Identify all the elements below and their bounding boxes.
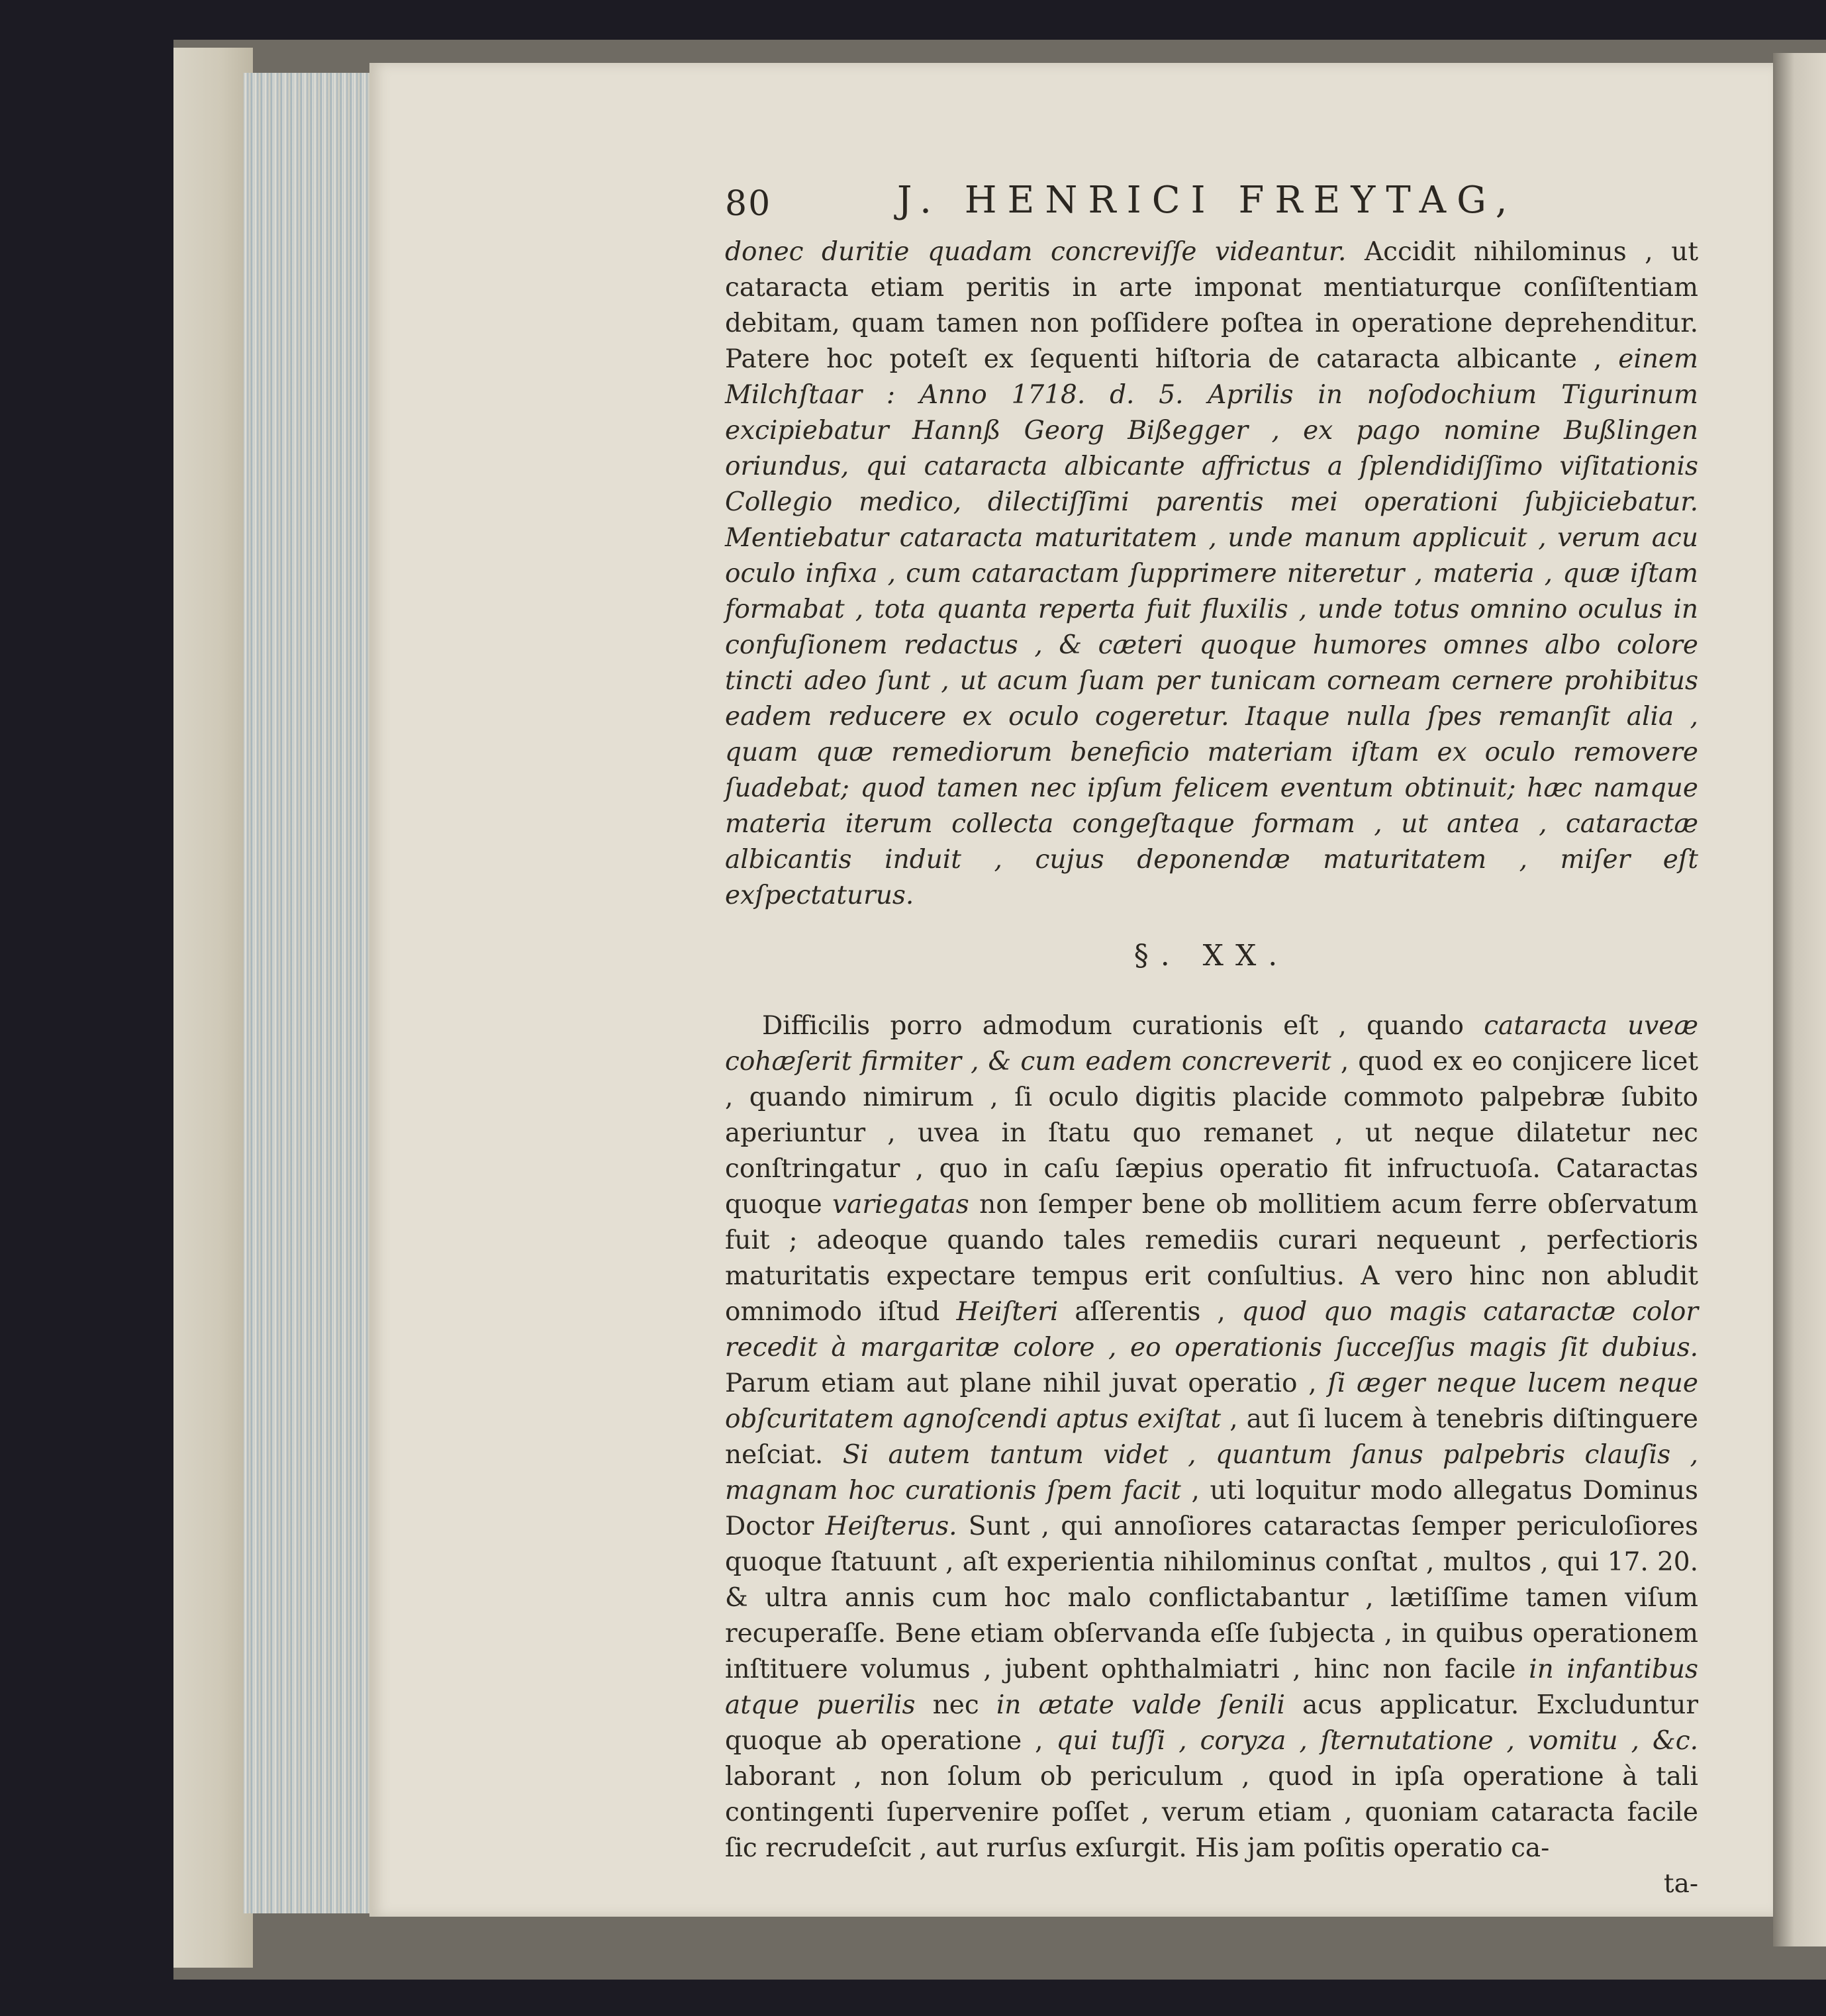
text-italic: in infantibus atque puerilis — [725, 1655, 1698, 1720]
running-head — [725, 179, 1698, 232]
book-cover-edge — [173, 48, 253, 1968]
text-italic: Heiſteri — [956, 1297, 1059, 1327]
text-italic: donec duritie quadam concreviſſe videantur. — [725, 237, 1347, 267]
text-italic: variegatas — [832, 1190, 969, 1220]
catchword: ta- — [1663, 1869, 1698, 1899]
text-roman: non ſemper bene ob mollitiem acum ferre obſervatum fuit ; adeoque quando tales remediis curari nequeunt , perfectioris maturitatis expectare tempus erit conſultius. A vero hinc non abludit omnimodo iſtud — [725, 1190, 1698, 1327]
text-italic: ſi æger neque lucem neque obſcuritatem agnoſcendi aptus exiſtat — [725, 1368, 1699, 1434]
page-text — [725, 179, 1698, 1902]
text-roman: Parum etiam aut plane nihil juvat operatio , — [725, 1368, 1328, 1398]
paragraph-1 — [725, 234, 1698, 914]
text-roman: , uti loquitur modo allegatus Dominus Doctor — [725, 1476, 1698, 1541]
text-roman: Difficilis porro admodum curationis eſt , quando — [762, 1011, 1484, 1041]
text-italic: cataracta uveæ cohæſerit firmiter , & cum eadem concreverit — [725, 1011, 1698, 1077]
text-italic: qui tuſſi , coryza , ſternutatione , vomitu , &c. — [1056, 1726, 1699, 1756]
running-title: J. HENRICI FREYTAG, — [897, 179, 1518, 222]
text-roman: , quod ex eo conjicere licet , quando nimirum , ſi oculo digitis placide commoto palpebræ ſubito aperiuntur , uvea in ſtatu quo remanet , ut neque dilatetur nec conſtringatur , quo in caſu ſæpius operatio fit infructuoſa. Cataractas quoque — [725, 1047, 1698, 1220]
text-roman: aſſerentis , — [1058, 1297, 1242, 1327]
paragraph-2 — [725, 1008, 1698, 1866]
text-italic: einem Milchſtaar : Anno 1718. d. 5. Aprilis in noſodochium Tigurinum excipiebatur Hannß Georg Bißegger , ex pago nomine Bußlingen oriundus, qui cataracta albicante affrictus a ſplendidiſſimo viſitationis Collegio medico, dilectiſſimi parentis mei operationi ſubjiciebatur. Mentiebatur cataracta maturitatem , unde manum applicuit , verum acu oculo infixa , cum cataractam ſupprimere niteretur , materia , quæ iſtam formabat , tota quanta reperta fuit fluxilis , unde totus omnino oculus in confuſionem redactus , & cæteri quoque humores omnes albo colore tincti adeo ſunt , ut acum ſuam per tunicam corneam cernere prohibitus eadem reducere ex oculo cogeretur. Itaque nulla ſpes remanſit alia , quam quæ remediorum beneficio materiam iſtam ex oculo removere ſuadebat; quod tamen nec ipſum felicem eventum obtinuit; hæc namque materia iterum collecta congeſtaque formam , ut antea , cataractæ albicantis induit , cujus deponendæ maturitatem , miſer eſt exſpectaturus. — [725, 344, 1698, 910]
section-heading: §. XX. — [1133, 939, 1290, 973]
text-roman: , aut ſi lucem à tenebris diſtinguere neſciat. — [725, 1404, 1698, 1470]
text-roman: acus applicatur. Excluduntur quoque ab operatione , — [725, 1690, 1698, 1756]
text-italic: quod quo magis cataractæ color recedit à margaritæ colore , eo operationis ſucceſſus magis ſit dubius. — [725, 1297, 1699, 1363]
text-italic: in ætate valde ſenili — [996, 1690, 1286, 1720]
text-roman: nec — [915, 1690, 996, 1720]
page-block-edges — [244, 73, 369, 1913]
facing-page-edge — [1773, 53, 1826, 1946]
page-number: 80 — [725, 184, 772, 224]
text-roman: Accidit nihilominus , ut cataracta etiam peritis in arte imponat mentiaturque conſiſtentiam debitam, quam tamen non poſſidere poſtea in operatione deprehenditur. Patere hoc poteſt ex ſequenti hiſtoria de cataracta albicante , — [725, 237, 1698, 374]
text-roman: laborant , non ſolum ob periculum , quod in ipſa operatione à tali contingenti ſupervenire poſſet , verum etiam , quoniam cataracta facile ſic recrudeſcit , aut rurſus exſurgit. His jam poſitis operatio ca- — [725, 1762, 1698, 1863]
text-roman: Sunt , qui annoſiores cataractas ſemper periculoſiores quoque ſtatuunt , aſt experientia nihilominus conſtat , multos , qui 17. 20. & ultra annis cum hoc malo conflictabantur , lætiſſime tamen viſum recuperaſſe. Bene etiam obſervanda eſſe ſubjecta , in quibus operationem inſtituere volumus , jubent ophthalmiatri , hinc non facile — [725, 1512, 1698, 1684]
text-italic: Si autem tantum videt , quantum ſanus palpebris clauſis , magnam hoc curationis ſpem facit — [725, 1440, 1699, 1506]
text-italic: Heiſterus. — [825, 1512, 957, 1541]
